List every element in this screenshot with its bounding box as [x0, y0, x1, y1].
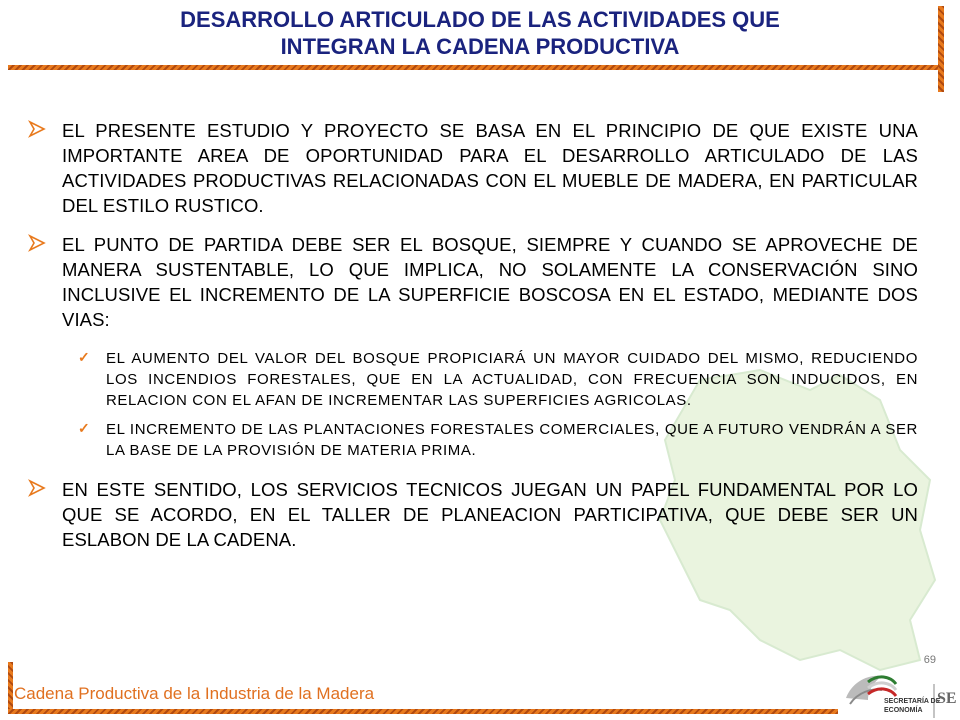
logo-mark-se: SE	[937, 690, 957, 707]
title-line-1: DESARROLLO ARTICULADO DE LAS ACTIVIDADES QUE	[180, 7, 780, 32]
checkmark-icon: ✓	[78, 349, 90, 365]
bullet-text: EL PUNTO DE PARTIDA DEBE SER EL BOSQUE, SIEMPRE Y CUANDO SE APROVECHE DE MANERA SUSTENTABLE, LO QUE IMPLICA, NO SOLAMENTE LA CONSERVACIÓN SINO INCLUSIVE EL INCREMENTO DE LA SUPERFICIE BOSCOSA EN EL ESTADO, MEDIANTE DOS VIAS:	[62, 234, 918, 330]
page-number: 69	[923, 654, 936, 666]
arrow-bullet-icon	[28, 120, 46, 138]
slide-body	[28, 118, 918, 552]
arrow-bullet-icon	[28, 234, 46, 252]
subbullet-text: EL INCREMENTO DE LAS PLANTACIONES FORESTALES COMERCIALES, QUE A FUTURO VENDRÁN A SER LA BASE DE LA PROVISIÓN DE MATERIA PRIMA.	[106, 421, 918, 459]
subbullet-item	[28, 419, 918, 461]
logo-line-2: ECONOMÍA	[884, 707, 923, 714]
subbullet-item	[28, 348, 918, 411]
bullet-text: EN ESTE SENTIDO, LOS SERVICIOS TECNICOS JUEGAN UN PAPEL FUNDAMENTAL POR LO QUE SE ACORDO, EN EL TALLER DE PLANEACION PARTICIPATIVA, QUE DEBE SER UN ESLABON DE LA CADENA.	[62, 479, 918, 550]
right-decorative-rule	[938, 6, 944, 92]
arrow-bullet-icon	[28, 479, 46, 497]
bullet-item	[28, 118, 918, 218]
bullet-text: EL PRESENTE ESTUDIO Y PROYECTO SE BASA EN EL PRINCIPIO DE QUE EXISTE UNA IMPORTANTE AREA DE OPORTUNIDAD PARA EL DESARROLLO ARTICULADO DE LAS ACTIVIDADES PRODUCTIVAS RELACIONADAS CON EL MUEBLE DE MADERA, EN PARTICULAR DEL ESTILO RUSTICO.	[62, 120, 918, 216]
title-line-2: INTEGRAN LA CADENA PRODUCTIVA	[280, 34, 680, 59]
slide-title	[60, 6, 900, 60]
logo-line-1: SECRETARÍA DE	[884, 698, 941, 705]
subbullet-text: EL AUMENTO DEL VALOR DEL BOSQUE PROPICIARÁ UN MAYOR CUIDADO DEL MISMO, REDUCIENDO LOS INCENDIOS FORESTALES, QUE EN LA ACTUALIDAD, CON FRECUENCIA SON INDUCIDOS, EN RELACION CON EL AFAN DE INCREMENTAR LAS SUPERFICIES AGRICOLAS.	[106, 350, 918, 409]
checkmark-icon: ✓	[78, 420, 90, 436]
bullet-item	[28, 232, 918, 332]
bullet-item	[28, 477, 918, 552]
left-decorative-rule	[8, 662, 13, 714]
top-decorative-rule	[8, 65, 944, 70]
footer-caption: Cadena Productiva de la Industria de la Madera	[14, 684, 375, 703]
ministry-logo-text	[884, 697, 940, 715]
bottom-decorative-rule	[8, 709, 838, 714]
